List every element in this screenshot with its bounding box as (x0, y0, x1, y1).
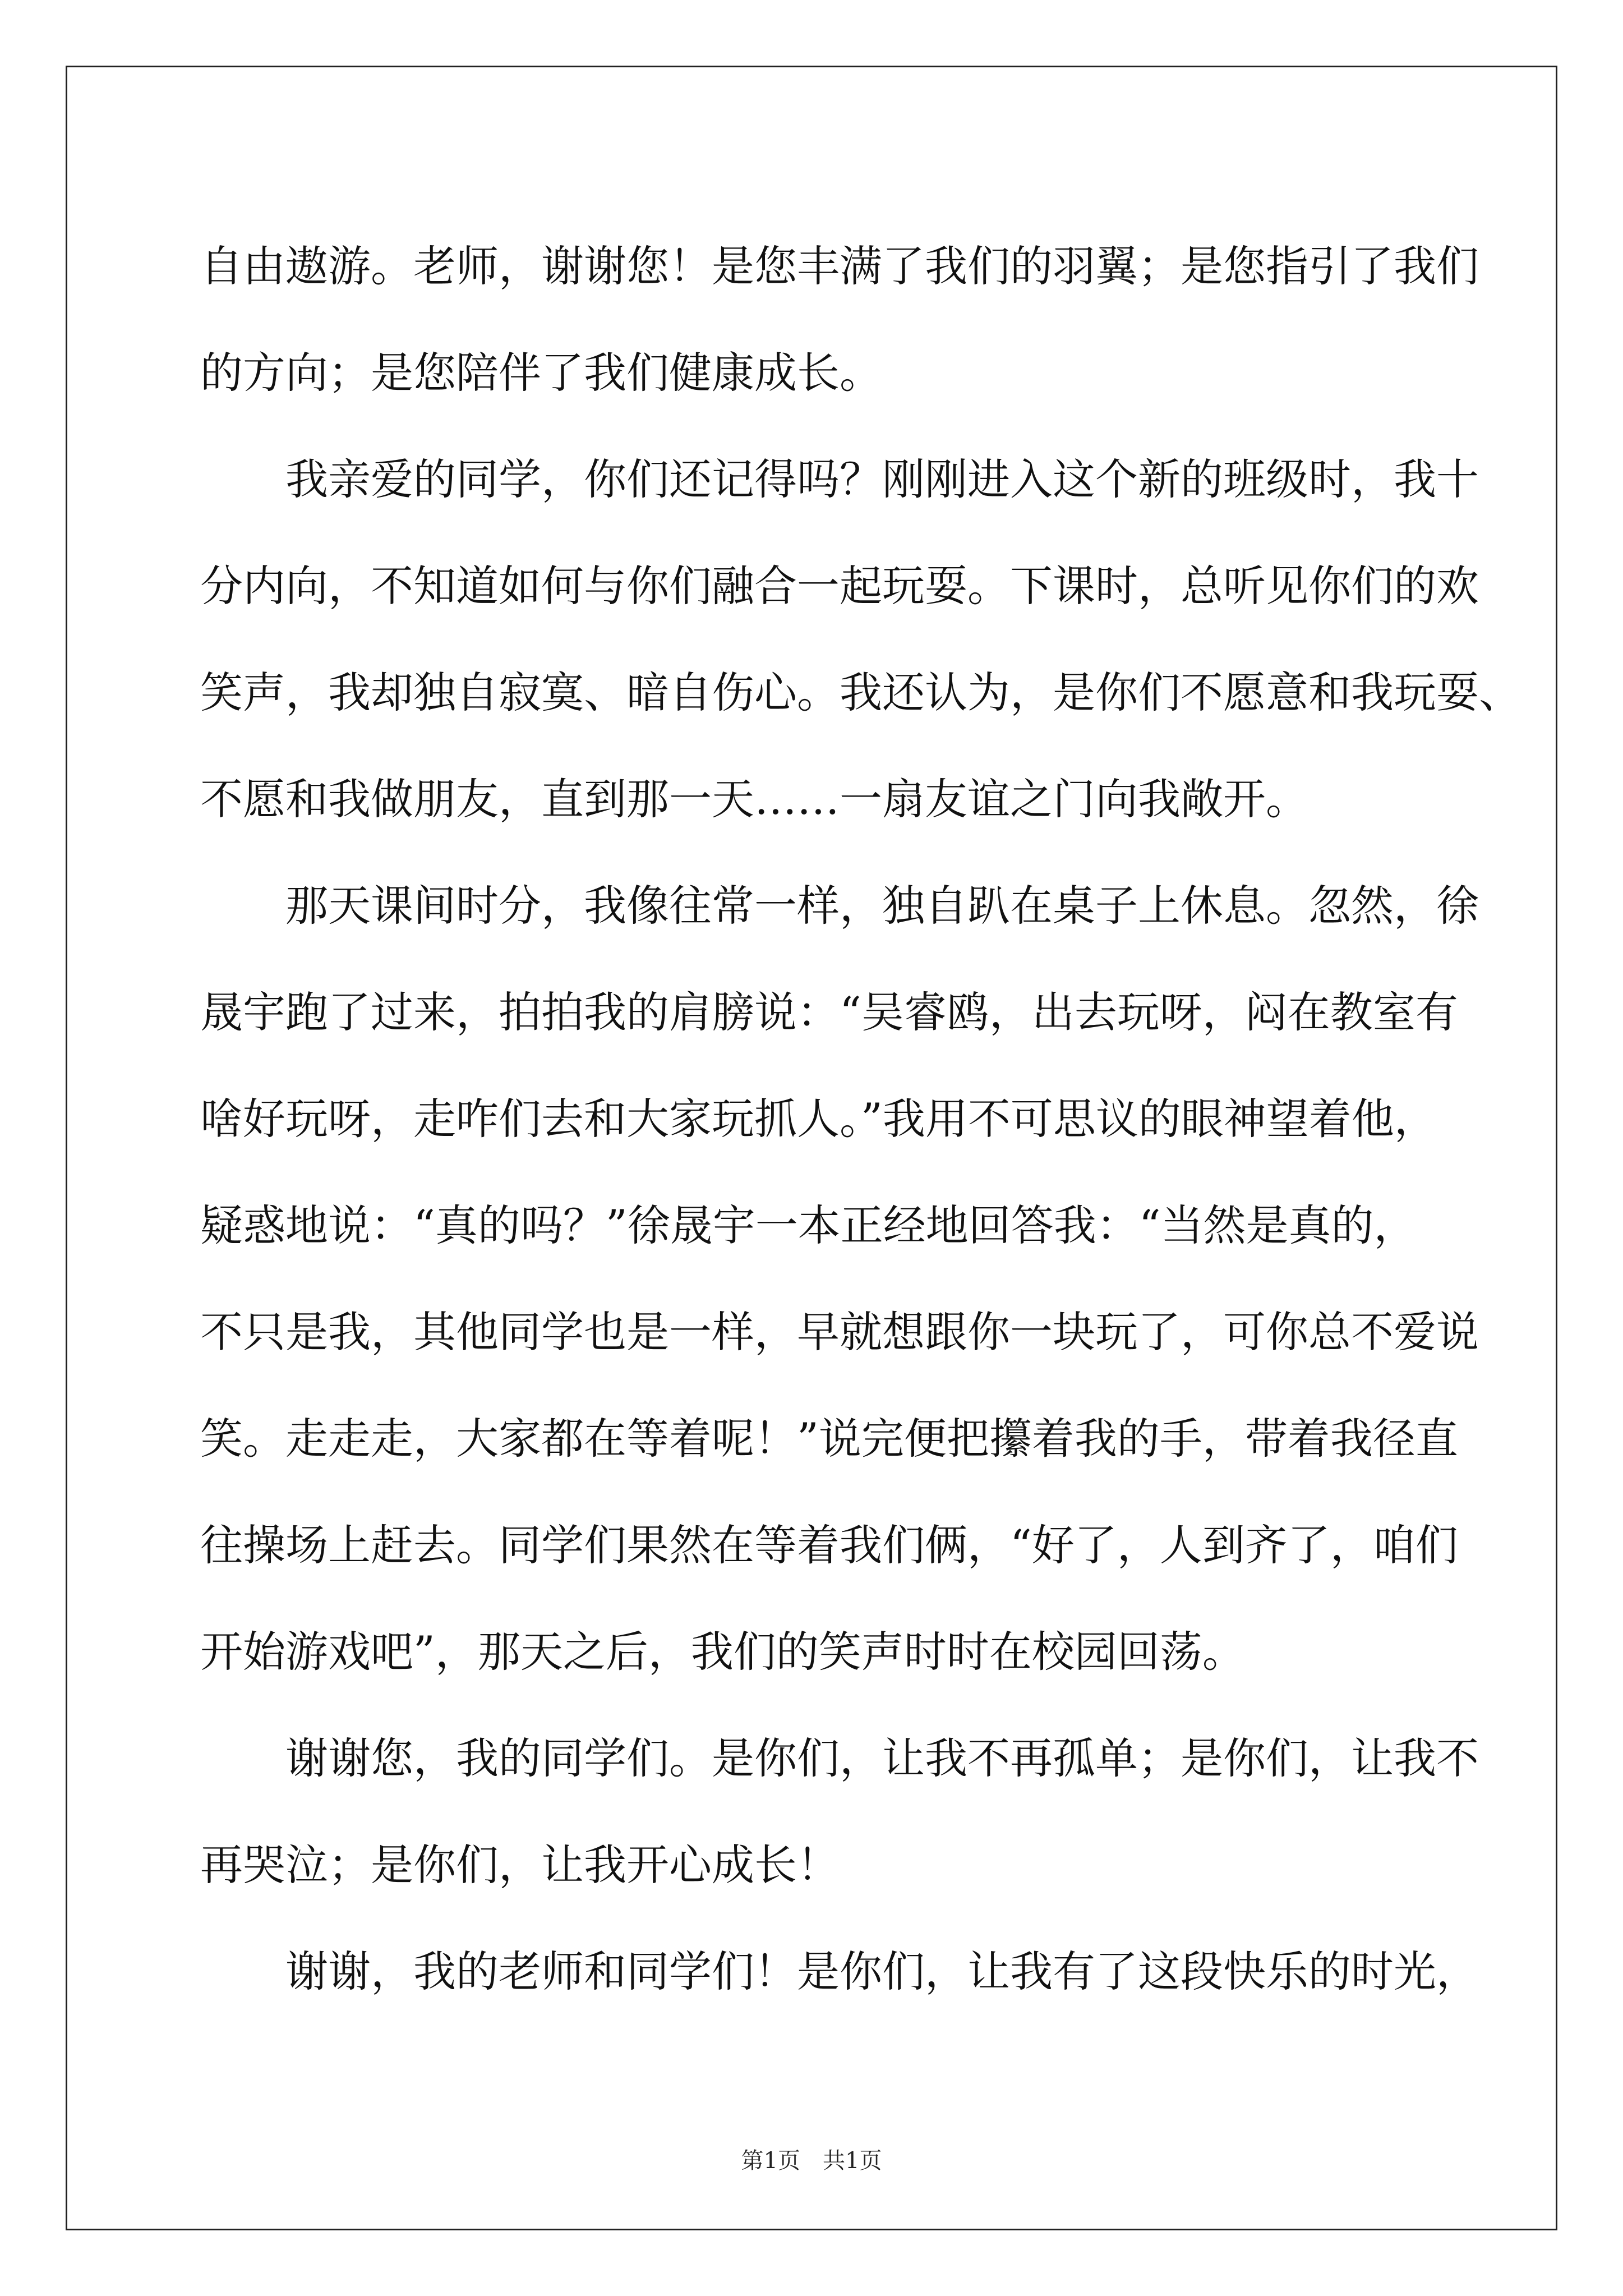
text-line: 往操场上赶去。同学们果然在等着我们俩，“好了，人到齐了，咱们 (200, 1520, 1458, 1570)
text-line: 不愿和我做朋友，直到那一天……一扇友谊之门向我敞开。 (200, 774, 1308, 824)
text-line: 开始游戏吧”，那天之后，我们的笑声时时在校园回荡。 (200, 1627, 1245, 1677)
text-line: 笑声，我却独自寂寞、暗自伤心。我还认为，是你们不愿意和我玩耍、 (200, 668, 1521, 717)
text-line: 我亲爱的同学，你们还记得吗？刚刚进入这个新的班级时，我十 (285, 454, 1479, 504)
text-line: 笑。走走走，大家都在等着呢！”说完便把攥着我的手，带着我径直 (200, 1414, 1458, 1464)
text-line: 谢谢，我的老师和同学们！是你们，让我有了这段快乐的时光， (285, 1947, 1479, 1996)
text-line: 不只是我，其他同学也是一样，早就想跟你一块玩了，可你总不爱说 (200, 1307, 1479, 1357)
document-body (200, 213, 1521, 2025)
text-line: 的方向；是您陪伴了我们健康成长。 (200, 348, 882, 398)
text-line: 再哭泣；是你们，让我开心成长！ (200, 1840, 840, 1890)
page-footer (0, 2144, 1623, 2178)
text-line: 自由遨游。老师，谢谢您！是您丰满了我们的羽翼；是您指引了我们 (200, 241, 1479, 291)
text-line: 晟宇跑了过来，拍拍我的肩膀说：“吴睿鸥，出去玩呀，闷在教室有 (200, 987, 1458, 1037)
page-number-total: 共1页 (823, 2148, 882, 2174)
text-line: 那天课间时分，我像往常一样，独自趴在桌子上休息。忽然，徐 (285, 881, 1479, 931)
text-line: 啥好玩呀，走咋们去和大家玩抓人。”我用不可思议的眼神望着他， (200, 1094, 1437, 1144)
text-line: 疑惑地说：“真的吗？”徐晟宇一本正经地回答我：“当然是真的， (200, 1200, 1417, 1250)
page-number-current: 第1页 (741, 2148, 800, 2174)
text-line: 分内向，不知道如何与你们融合一起玩耍。下课时，总听见你们的欢 (200, 561, 1479, 611)
text-line: 谢谢您，我的同学们。是你们，让我不再孤单；是你们，让我不 (285, 1733, 1479, 1783)
